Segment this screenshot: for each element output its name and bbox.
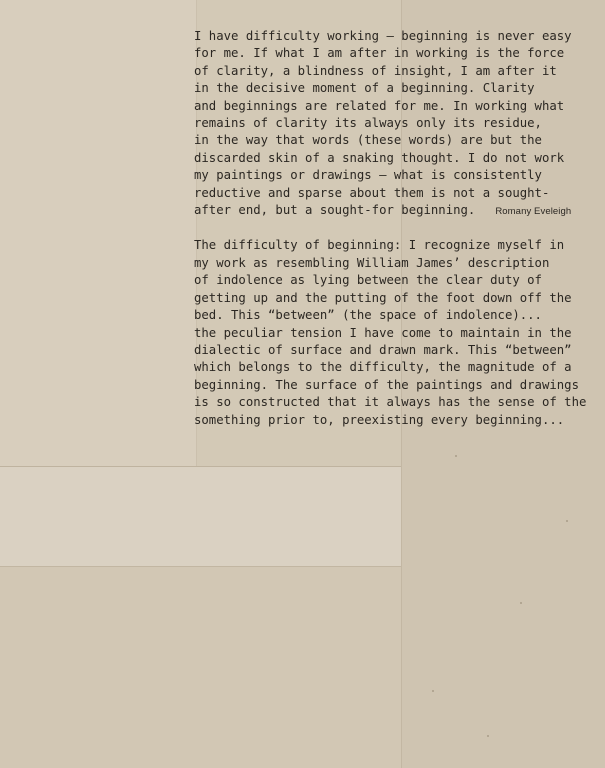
text-line: getting up and the putting of the foot down off the [194,290,572,305]
paper-fleck [432,690,434,692]
text-line: reductive and sparse about them is not a sought- [194,185,550,200]
paper-fleck [566,520,568,522]
text-line: which belongs to the difficulty, the magnitude of a [194,360,572,375]
paper-seam [0,466,401,467]
text-line: of indolence as lying between the clear duty of [194,273,542,288]
text-line: I have difficulty working — beginning is never easy [194,29,572,43]
text-line: something prior to, preexisting every beginning... [194,412,565,427]
text-line: for me. If what I am after in working is the force [194,46,565,61]
text-line: The difficulty of beginning: I recognize myself in [194,238,565,253]
text-line: beginning. The surface of the paintings and drawings [194,377,579,392]
text-line: dialectic of surface and drawn mark. This “between” [194,342,572,357]
text-line: remains of clarity its always only its residue, [194,116,542,131]
text-line: is so constructed that it always has the sense of the [194,395,587,410]
text-line: the peculiar tension I have come to maintain in the [194,325,572,340]
text-line: in the decisive moment of a beginning. Clarity [194,81,535,96]
paper-panel-bottom-left [0,566,401,768]
text-line: discarded skin of a snaking thought. I do not work [194,150,565,165]
essay-paragraph-1 [194,28,594,220]
text-line: and beginnings are related for me. In working what [194,98,565,113]
essay-paragraph-2 [194,237,594,428]
essay-text [194,28,594,429]
text-line: my work as resembling William James’ description [194,255,550,270]
text-line: after end, but a sought-for beginning. [194,203,476,218]
paper-panel-top-left [0,0,196,466]
text-line: of clarity, a blindness of insight, I am after it [194,63,557,78]
text-line: bed. This “between” (the space of indolence)... [194,308,542,323]
text-line: in the way that words (these words) are but the [194,133,542,148]
paper-fleck [487,735,489,737]
paper-panel-middle-left [0,466,401,566]
text-line: my paintings or drawings — what is consistently [194,168,542,183]
paper-seam [0,566,401,567]
paper-fleck [520,602,522,604]
paper-fleck [455,455,457,457]
author-signature: Romany Eveleigh [495,206,572,218]
